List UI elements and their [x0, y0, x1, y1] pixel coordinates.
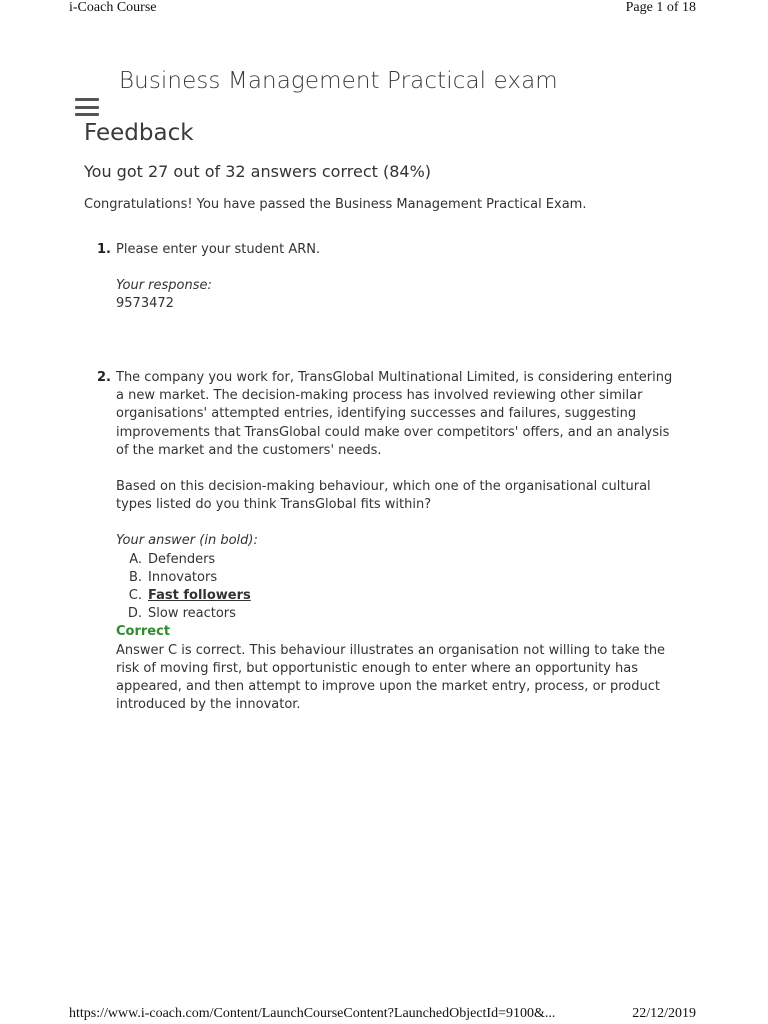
- question-body: [116, 369, 674, 714]
- option-c: [116, 587, 674, 605]
- option-a: [116, 551, 674, 569]
- course-title: Business Management Practical exam: [119, 68, 558, 94]
- page-url: https://www.i-coach.com/Content/LaunchCourseContent?LaunchedObjectId=9100&...: [69, 1006, 556, 1021]
- option-b: [116, 569, 674, 587]
- result-status: Correct: [116, 624, 171, 640]
- option-d: [116, 605, 674, 623]
- question-number: 1.: [97, 242, 111, 257]
- question-body: [116, 241, 674, 314]
- option-letter: B.: [128, 569, 142, 585]
- selected-option-label: Fast followers: [148, 588, 251, 604]
- print-date: 22/12/2019: [632, 1006, 696, 1021]
- feedback-heading: Feedback: [84, 120, 194, 146]
- answer-label: Your answer (in bold):: [116, 533, 258, 549]
- question-text: The company you work for, TransGlobal Multinational Limited, is considering entering a new market. The decision-making process has involved reviewing other similar organisations' attempted entries, identifying successes and failures, suggesting improvements that TransGlobal could make over competitors' offers, and an analysis of the market and the customers' needs.: [116, 370, 673, 458]
- question-number: 2.: [97, 370, 111, 385]
- print-header: [69, 0, 696, 16]
- option-label: Innovators: [148, 569, 218, 585]
- print-footer: [69, 1006, 696, 1022]
- question-1: [84, 241, 674, 314]
- print-header-course: i-Coach Course: [69, 0, 157, 15]
- option-label: Defenders: [148, 551, 216, 567]
- option-letter: A.: [129, 551, 142, 567]
- answer-explanation: Answer C is correct. This behaviour illustrates an organisation not willing to take the risk of moving first, but opportunistic enough to enter where an opportunity has appeared, and then attempt to improve upon the market entry, process, or product introduced by the innovator.: [116, 642, 666, 713]
- option-letter: C.: [128, 588, 142, 604]
- question-prompt: Based on this decision-making behaviour, which one of the organisational cultural types listed do you think TransGlobal fits within?: [116, 479, 651, 513]
- answer-options: [116, 551, 674, 624]
- pass-message: Congratulations! You have passed the Business Management Practical Exam.: [84, 197, 587, 212]
- question-2: [84, 369, 674, 714]
- hamburger-menu-icon[interactable]: [75, 98, 99, 116]
- page-counter: Page 1 of 18: [625, 0, 696, 15]
- response-label: Your response:: [116, 278, 212, 294]
- option-letter: D.: [127, 606, 142, 622]
- response-value: 9573472: [116, 296, 174, 312]
- option-label: Slow reactors: [148, 606, 236, 622]
- question-text: Please enter your student ARN.: [116, 242, 321, 257]
- score-summary: You got 27 out of 32 answers correct (84%): [84, 162, 432, 181]
